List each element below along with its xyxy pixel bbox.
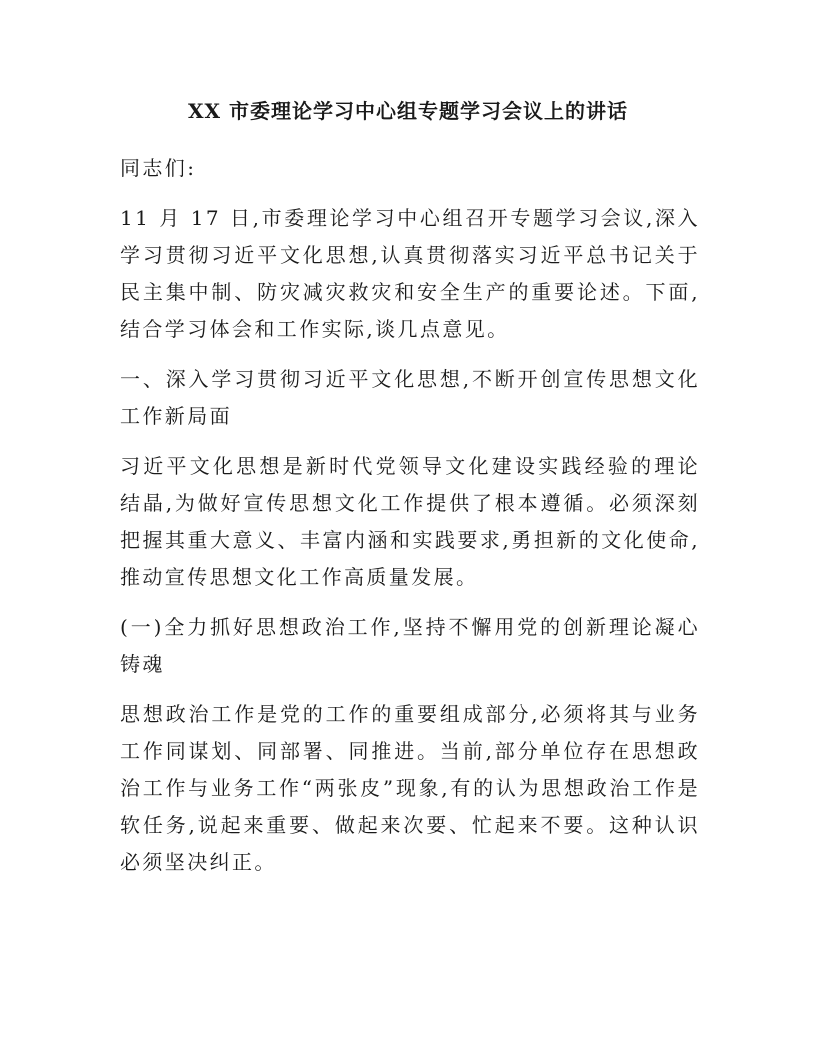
- document-body: [120, 150, 700, 894]
- subsection-heading-1: (一)全力抓好思想政治工作,坚持不懈用党的创新理论凝心铸魂: [120, 615, 700, 676]
- section-heading-1: 一、深入学习贯彻习近平文化思想,不断开创宣传思想文化工作新局面: [120, 367, 700, 428]
- subsection-1-paragraph: 思想政治工作是党的工作的重要组成部分,必须将其与业务工作同谋划、同部署、同推进。当前,部分单位存在思想政治工作与业务工作“两张皮”现象,有的认为思想政治工作是软任务,说起来重要、做起来次要、忙起来不要。这种认识必须坚决纠正。: [120, 702, 700, 874]
- section-1-paragraph: 习近平文化思想是新时代党领导文化建设实践经验的理论结晶,为做好宣传思想文化工作提供了根本遵循。必须深刻把握其重大意义、丰富内涵和实践要求,勇担新的文化使命,推动宣传思想文化工作高质量发展。: [120, 454, 700, 589]
- document-title: XX 市委理论学习中心组专题学习会议上的讲话: [188, 99, 628, 123]
- intro-paragraph: 11 月 17 日,市委理论学习中心组召开专题学习会议,深入学习贯彻习近平文化思想,认真贯彻落实习近平总书记关于民主集中制、防灾减灾救灾和安全生产的重要论述。下面,结合学习体会和工作实际,谈几点意见。: [120, 206, 700, 341]
- salutation: 同志们:: [120, 156, 197, 180]
